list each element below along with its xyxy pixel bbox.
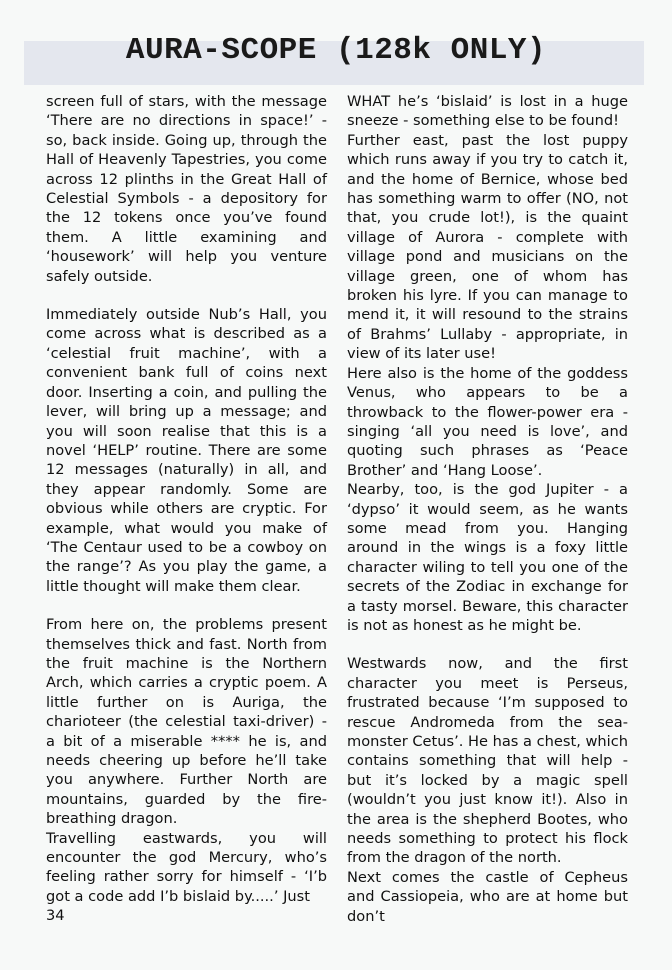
paragraph: Nearby, too, is the god Jupiter - a ‘dypso’ it would seem, as he wants some mead from you. Hanging around in the wings is a foxy little character wiling to tell you one of the secrets of the Zodiac in exchange for a tasty morsel. Beware, this character is not as honest as he might be. — [347, 481, 628, 634]
page-number: 34 — [46, 907, 65, 925]
right-column — [347, 92, 628, 926]
paragraph: Here also is the home of the goddess Venus, who appears to be a throwback to the flower-power era - singing ‘all you need is love’, and quoting such phrases as ‘Peace Brother’ and ‘Hang Loose’. — [347, 364, 628, 479]
paragraph: WHAT he’s ‘bislaid’ is lost in a huge sneeze - something else to be found! — [347, 93, 628, 130]
paragraph: Further east, past the lost puppy which runs away if you try to catch it, and the home of Bernice, whose bed has something warm to offer (NO, not that, you crude lot!), is the quaint village of Aurora - complete with village pond and musicians on the village green, one of whom has broken his lyre. If you can manage to mend it, it will resound to the strains of Brahms’ Lullaby - appropriate, in view of its later use! — [347, 131, 628, 363]
paragraph: From here on, the problems present themselves thick and fast. North from the fruit machine is the Northern Arch, which carries a cryptic poem. A little further on is Auriga, the charioteer (the celestial taxi-driver) - a bit of a miserable **** he is, and needs cheering up before he’ll take you anywhere. Further North are mountains, guarded by the fire-breathing dragon. — [46, 616, 327, 828]
paragraph: Westwards now, and the first character you meet is Perseus, frustrated because ‘I’m supposed to rescue Andromeda from the sea-monster Cetus’. He has a chest, which contains something that will help - but it’s locked by a magic spell (wouldn’t you just know it!). Also in the area is the shepherd Bootes, who needs something to protect his flock from the dragon of the north. — [347, 655, 628, 867]
paragraph: Next comes the castle of Cepheus and Cassiopeia, who are at home but don’t — [347, 868, 628, 925]
left-column — [46, 92, 327, 926]
paragraph: screen full of stars, with the message ‘There are no directions in space!’ - so, back inside. Going up, through the Hall of Heavenly Tapestries, you come across 12 plinths in the Great Hall of Celestial Symbols - a depository for the 12 tokens once you’ve found them. A little examining and ‘housework’ will help you venture safely outside. — [46, 93, 327, 285]
page-title: AURA-SCOPE (128k ONLY) — [125, 33, 547, 68]
paragraph: Immediately outside Nub’s Hall, you come across what is described as a ‘celestial fruit machine’, with a convenient bank full of coins next door. Inserting a coin, and pulling the lever, will bring up a message; and you will soon realise that this is a novel ‘HELP’ routine. There are some 12 messages (naturally) in all, and they appear randomly. Some are obvious while others are cryptic. For example, what would you make of ‘The Centaur used to be a cowboy on the range’? As you play the game, a little thought will make them clear. — [46, 306, 327, 595]
paragraph: Travelling eastwards, you will encounter the god Mercury, who’s feeling rather sorry for himself - ‘I’b got a code add I’b bislaid by.....’ Just — [46, 829, 327, 905]
